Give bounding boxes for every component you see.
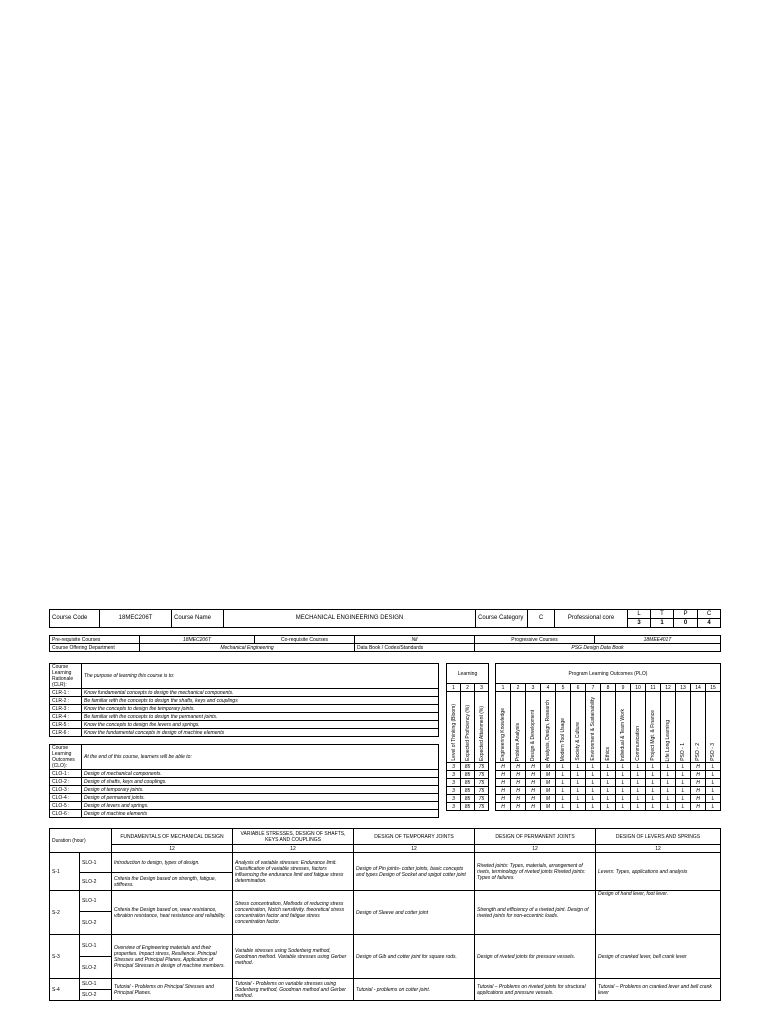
plo-label: Individual & Team Work — [616, 692, 631, 763]
plo-mapping-cell: L — [586, 803, 601, 811]
plo-mapping-cell: L — [631, 787, 646, 795]
plo-label: Society & Culture — [571, 692, 586, 763]
plo-mapping-cell: L — [646, 787, 661, 795]
plo-mapping-cell: H — [691, 787, 706, 795]
plo-mapping-cell: M — [541, 803, 556, 811]
slo-label: SLO-1 — [80, 935, 112, 957]
plo-mapping-cell: H — [511, 779, 526, 787]
plo-mapping-cell: L — [571, 779, 586, 787]
plo-mapping-cell: H — [526, 803, 541, 811]
clr-code: CLR-3 : — [50, 705, 82, 713]
plo-label: Environment & Sustainability — [586, 692, 601, 763]
slo-label: SLO-1 — [80, 979, 112, 990]
plo-mapping-cell: L — [616, 763, 631, 771]
plo-mapping-cell: H — [511, 763, 526, 771]
plo-mapping-cell: H — [496, 763, 511, 771]
plo-mapping-cell: H — [691, 795, 706, 803]
plo-mapping-cell: L — [646, 779, 661, 787]
clo-proficiency: 85 — [461, 763, 475, 771]
unit-title: DESIGN OF PERMANENT JOINTS — [475, 829, 596, 845]
clo-text: Design of shafts, keys and couplings. — [82, 778, 439, 786]
plo-mapping-cell: L — [676, 803, 691, 811]
prerequisite-table — [49, 635, 721, 652]
plo-num: 7 — [586, 684, 601, 692]
plo-mapping-cell: L — [676, 795, 691, 803]
plo-mapping-cell: L — [601, 787, 616, 795]
plo-mapping-cell: H — [511, 803, 526, 811]
plo-mapping-cell: H — [511, 771, 526, 779]
learning-label: Expected Proficiency (%) — [461, 692, 475, 763]
clo-text: Design of temporary joints. — [82, 786, 439, 794]
plo-table — [495, 663, 721, 811]
plo-num: 15 — [706, 684, 721, 692]
category-name: Professional core — [555, 610, 628, 628]
session-topic: Design of Sleeve and cotter joint — [354, 891, 475, 935]
course-header-table — [49, 609, 721, 628]
clr-clo-table — [49, 663, 439, 818]
plo-mapping-cell: H — [691, 763, 706, 771]
plo-mapping-cell: L — [556, 771, 571, 779]
plo-mapping-cell: L — [646, 803, 661, 811]
plo-mapping-cell: L — [601, 771, 616, 779]
plo-label: Project Mgt. & Finance — [646, 692, 661, 763]
clo-text: Design of mechanical components. — [82, 770, 439, 778]
learning-table — [446, 663, 489, 811]
session-label: S-4 — [50, 979, 80, 1001]
plo-mapping-cell: H — [526, 795, 541, 803]
plo-mapping-cell: H — [526, 771, 541, 779]
plo-mapping-cell: L — [601, 803, 616, 811]
plo-mapping-cell: H — [496, 779, 511, 787]
plo-mapping-cell: L — [586, 787, 601, 795]
session-topic: Design of hand lever, foot lever. — [596, 891, 721, 935]
plo-mapping-cell: L — [706, 763, 721, 771]
session-topic: Levers: Types, applications and analysis — [596, 853, 721, 891]
plo-mapping-cell: L — [706, 787, 721, 795]
unit-title: DESIGN OF TEMPORARY JOINTS — [354, 829, 475, 845]
coreq-label: Co-requisite Courses — [255, 636, 355, 644]
ltpc-value-c: 4 — [698, 619, 721, 628]
clo-attainment: 75 — [475, 763, 489, 771]
slo-label: SLO-2 — [80, 912, 112, 935]
session-topic: Introduction to design, types of design. — [112, 853, 233, 873]
prereq-value: 18MEC206T — [140, 636, 255, 644]
session-topic: Stress concentration, Methods of reducing stress concentration, Notch sensitivity. theoretical stress concentration factor and fatigue stress concentration factor. — [233, 891, 354, 935]
plo-label: Analysis, Design, Research — [541, 692, 556, 763]
databook-value: PSG Design Data Book — [475, 644, 721, 652]
plo-mapping-cell: L — [706, 779, 721, 787]
plo-mapping-cell: L — [556, 787, 571, 795]
session-label: S-1 — [50, 853, 80, 891]
plo-mapping-cell: L — [616, 803, 631, 811]
clr-code: CLR-5 : — [50, 721, 82, 729]
clo-text: Design of permanent joints. — [82, 794, 439, 802]
plo-mapping-cell: H — [526, 779, 541, 787]
learning-heading: Learning — [447, 664, 489, 684]
clo-proficiency: 85 — [461, 779, 475, 787]
clr-text: Know the concepts to design the temporary joints. — [82, 705, 439, 713]
plo-mapping-cell: L — [661, 787, 676, 795]
plo-label: Ethics — [601, 692, 616, 763]
unit-title: DESIGN OF LEVERS AND SPRINGS — [596, 829, 721, 845]
clo-code: CLO-1 : — [50, 770, 82, 778]
plo-mapping-cell: L — [556, 795, 571, 803]
plo-mapping-cell: L — [661, 803, 676, 811]
ltpc-label-p: P — [674, 610, 698, 619]
progressive-value: 18MEE401T — [595, 636, 721, 644]
plo-mapping-cell: H — [511, 787, 526, 795]
plo-mapping-cell: L — [661, 779, 676, 787]
unit-title: FUNDAMENTALS OF MECHANICAL DESIGN — [112, 829, 233, 845]
clr-purpose: The purpose of learning this course is to: — [82, 664, 439, 689]
session-topic: Tutorial - Problems on Principal Stresses and Principal Planes. — [112, 979, 233, 1001]
schedule-table — [49, 828, 721, 1001]
session-topic: Criteria the Design based on, wear resistance, vibration resistance, heat resistance and reliability. — [112, 891, 233, 935]
clo-level: 3 — [447, 779, 461, 787]
ltpc-label-t: T — [651, 610, 674, 619]
slo-label: SLO-1 — [80, 891, 112, 912]
plo-mapping-cell: M — [541, 779, 556, 787]
clr-code: CLR-4 : — [50, 713, 82, 721]
plo-mapping-cell: L — [571, 795, 586, 803]
databook-label: Data Book / Codes/Standards — [355, 644, 475, 652]
clr-code: CLR-6 : — [50, 729, 82, 737]
plo-num: 9 — [616, 684, 631, 692]
plo-mapping-cell: L — [661, 763, 676, 771]
clo-proficiency: 85 — [461, 787, 475, 795]
plo-mapping-cell: H — [526, 763, 541, 771]
plo-label: Life Long Learning — [661, 692, 676, 763]
course-code-label: Course Code — [50, 610, 100, 628]
dept-value: Mechanical Engineering — [140, 644, 355, 652]
plo-mapping-cell: L — [601, 763, 616, 771]
clo-code: CLO-5 : — [50, 802, 82, 810]
clr-heading: Course Learning Rationale (CLR): — [50, 664, 82, 689]
learning-num: 1 — [447, 684, 461, 692]
plo-label: Modern Tool Usage — [556, 692, 571, 763]
course-code: 18MEC206T — [100, 610, 172, 628]
plo-mapping-cell: L — [616, 795, 631, 803]
plo-num: 10 — [631, 684, 646, 692]
learning-num: 3 — [475, 684, 489, 692]
plo-mapping-cell: L — [661, 771, 676, 779]
plo-mapping-cell: L — [616, 787, 631, 795]
clo-heading: Course Learning Outcomes (CLO): — [50, 745, 82, 770]
clo-code: CLO-3 : — [50, 786, 82, 794]
plo-label: Communication — [631, 692, 646, 763]
clo-text: Design of machine elements — [82, 810, 439, 818]
unit-hours: 12 — [233, 845, 354, 853]
ltpc-value-t: 1 — [651, 619, 674, 628]
slo-label: SLO-2 — [80, 957, 112, 979]
session-topic: Design of riveted joints for pressure vessels. — [475, 935, 596, 979]
unit-hours: 12 — [112, 845, 233, 853]
session-topic: Tutorial – Problems on cranked lever and bell crank lever — [596, 979, 721, 1001]
plo-mapping-cell: L — [616, 771, 631, 779]
clo-attainment: 75 — [475, 771, 489, 779]
plo-label: PSO - 2 — [691, 692, 706, 763]
plo-mapping-cell: L — [556, 803, 571, 811]
plo-mapping-cell: M — [541, 787, 556, 795]
learning-num: 2 — [461, 684, 475, 692]
plo-mapping-cell: H — [526, 787, 541, 795]
slo-label: SLO-1 — [80, 853, 112, 873]
plo-mapping-cell: H — [496, 771, 511, 779]
plo-num: 3 — [526, 684, 541, 692]
session-topic: Design of cranked lever, bell crank lever — [596, 935, 721, 979]
plo-mapping-cell: L — [631, 803, 646, 811]
plo-mapping-cell: M — [541, 771, 556, 779]
plo-mapping-cell: L — [586, 763, 601, 771]
plo-mapping-cell: H — [691, 779, 706, 787]
plo-mapping-cell: L — [646, 795, 661, 803]
plo-num: 6 — [571, 684, 586, 692]
plo-mapping-cell: L — [601, 795, 616, 803]
plo-mapping-cell: L — [661, 795, 676, 803]
clr-text: Know the concepts to design the levers and springs. — [82, 721, 439, 729]
plo-mapping-cell: L — [631, 779, 646, 787]
plo-mapping-cell: L — [556, 779, 571, 787]
plo-num: 12 — [661, 684, 676, 692]
clr-code: CLR-2 : — [50, 697, 82, 705]
plo-mapping-cell: H — [496, 795, 511, 803]
clr-code: CLR-1 : — [50, 689, 82, 697]
clo-level: 3 — [447, 787, 461, 795]
plo-mapping-cell: H — [691, 803, 706, 811]
ltpc-label-l: L — [628, 610, 651, 619]
clo-code: CLO-6 : — [50, 810, 82, 818]
clr-text: Be familiar with the concepts to design the shafts, keys and couplings — [82, 697, 439, 705]
unit-hours: 12 — [475, 845, 596, 853]
plo-num: 8 — [601, 684, 616, 692]
session-topic: Riveted joints: Types, materials, arrangement of rivets, terminology of riveted joints Riveted joints: Types of failures. — [475, 853, 596, 891]
clo-code: CLO-4 : — [50, 794, 82, 802]
plo-mapping-cell: L — [631, 771, 646, 779]
course-category-label: Course Category — [476, 610, 528, 628]
plo-num: 11 — [646, 684, 661, 692]
session-topic: Tutorial - problems on cotter joint. — [354, 979, 475, 1001]
plo-mapping-cell: L — [706, 803, 721, 811]
plo-mapping-cell: L — [556, 763, 571, 771]
clo-level: 3 — [447, 771, 461, 779]
plo-num: 4 — [541, 684, 556, 692]
session-topic: Variable stresses using Soderberg method, Goodman method. Variable stresses using Gerber method. — [233, 935, 354, 979]
plo-mapping-cell: L — [706, 771, 721, 779]
plo-mapping-cell: L — [616, 779, 631, 787]
session-label: S-2 — [50, 891, 80, 935]
unit-hours: 12 — [596, 845, 721, 853]
session-topic: Design of Pin joints- cotter joints, basic concepts and types Design of Socket and spigot cotter joint — [354, 853, 475, 891]
plo-mapping-cell: H — [496, 787, 511, 795]
plo-heading: Program Learning Outcomes (PLO) — [496, 664, 721, 684]
plo-num: 13 — [676, 684, 691, 692]
plo-mapping-cell: L — [601, 779, 616, 787]
learning-label: Level of Thinking (Bloom) — [447, 692, 461, 763]
plo-mapping-cell: H — [511, 795, 526, 803]
plo-mapping-cell: L — [646, 763, 661, 771]
clo-attainment: 75 — [475, 795, 489, 803]
learning-label: Expected Attainment (%) — [475, 692, 489, 763]
plo-mapping-cell: L — [571, 763, 586, 771]
plo-mapping-cell: L — [676, 787, 691, 795]
plo-mapping-cell: M — [541, 763, 556, 771]
clr-text: Know the fundamental concepts in design of machine elements — [82, 729, 439, 737]
plo-mapping-cell: L — [706, 795, 721, 803]
ltpc-label-c: C — [698, 610, 721, 619]
plo-num: 5 — [556, 684, 571, 692]
progressive-label: Progressive Courses — [475, 636, 595, 644]
plo-mapping-cell: L — [676, 779, 691, 787]
plo-label: PSO - 3 — [706, 692, 721, 763]
plo-num: 1 — [496, 684, 511, 692]
clo-proficiency: 85 — [461, 795, 475, 803]
clo-level: 3 — [447, 803, 461, 811]
plo-mapping-cell: M — [541, 795, 556, 803]
slo-label: SLO-2 — [80, 873, 112, 891]
session-topic: Overview of Engineering materials and their properties. Impact stress, Resilience. Principal Stresses and Principal Planes, Application of Principal Stresses in design of machine members. — [112, 935, 233, 979]
session-label: S-3 — [50, 935, 80, 979]
slo-label: SLO-2 — [80, 990, 112, 1001]
plo-mapping-cell: L — [631, 795, 646, 803]
unit-title: VARIABLE STRESSES, DESIGN OF SHAFTS, KEYS AND COUPLINGS — [233, 829, 354, 845]
unit-hours: 12 — [354, 845, 475, 853]
plo-mapping-cell: L — [586, 795, 601, 803]
session-topic: Tutorial – Problems on riveted joints for structural applications and pressure vessels. — [475, 979, 596, 1001]
coreq-value: Nil — [355, 636, 475, 644]
plo-mapping-cell: L — [646, 771, 661, 779]
plo-mapping-cell: L — [586, 771, 601, 779]
dept-label: Course Offering Department — [50, 644, 140, 652]
duration-label: Duration (hour) — [50, 829, 112, 853]
session-topic: Criteria the Design based on strength, fatigue, stiffness. — [112, 873, 233, 891]
ltpc-value-p: 0 — [674, 619, 698, 628]
course-name-label: Course Name — [172, 610, 224, 628]
clo-intro: At the end of this course, learners will be able to: — [82, 745, 439, 770]
clo-attainment: 75 — [475, 779, 489, 787]
clo-attainment: 75 — [475, 803, 489, 811]
clo-level: 3 — [447, 763, 461, 771]
plo-mapping-cell: L — [676, 763, 691, 771]
clo-code: CLO-2 : — [50, 778, 82, 786]
plo-mapping-cell: L — [571, 787, 586, 795]
clo-text: Design of levers and springs. — [82, 802, 439, 810]
prereq-label: Pre-requisite Courses — [50, 636, 140, 644]
plo-num: 2 — [511, 684, 526, 692]
clr-text: Be familiar with the concepts to design the permanent joints. — [82, 713, 439, 721]
clo-proficiency: 85 — [461, 803, 475, 811]
session-topic: Tutorial - Problems on variable stresses using Soderberg method, Goodman method and Gerber method. — [233, 979, 354, 1001]
plo-mapping-cell: L — [676, 771, 691, 779]
course-category: C — [528, 610, 555, 628]
plo-mapping-cell: L — [571, 771, 586, 779]
clo-level: 3 — [447, 795, 461, 803]
session-topic: Design of Gib and cotter joint for square rods. — [354, 935, 475, 979]
clo-proficiency: 85 — [461, 771, 475, 779]
plo-label: Design & Development — [526, 692, 541, 763]
plo-num: 14 — [691, 684, 706, 692]
plo-mapping-cell: H — [691, 771, 706, 779]
plo-label: Problem Analysis — [511, 692, 526, 763]
plo-mapping-cell: L — [571, 803, 586, 811]
plo-mapping-cell: L — [586, 779, 601, 787]
session-topic: Analysis of variable stresses: Endurance limit. Classification of variable stresses, factors influencing the endurance limit and fatigue stress determination. — [233, 853, 354, 891]
ltpc-value-l: 3 — [628, 619, 651, 628]
session-topic: Strength and efficiency of a riveted joint. Design of riveted joints for non-eccentric loads. — [475, 891, 596, 935]
plo-mapping-cell: L — [631, 763, 646, 771]
plo-mapping-cell: H — [496, 803, 511, 811]
clr-text: Know fundamental concepts to design the mechanical components. — [82, 689, 439, 697]
course-name: MECHANICAL ENGINEERING DESIGN — [224, 610, 476, 628]
clo-attainment: 75 — [475, 787, 489, 795]
plo-label: PSO - 1 — [676, 692, 691, 763]
plo-label: Engineering Knowledge — [496, 692, 511, 763]
